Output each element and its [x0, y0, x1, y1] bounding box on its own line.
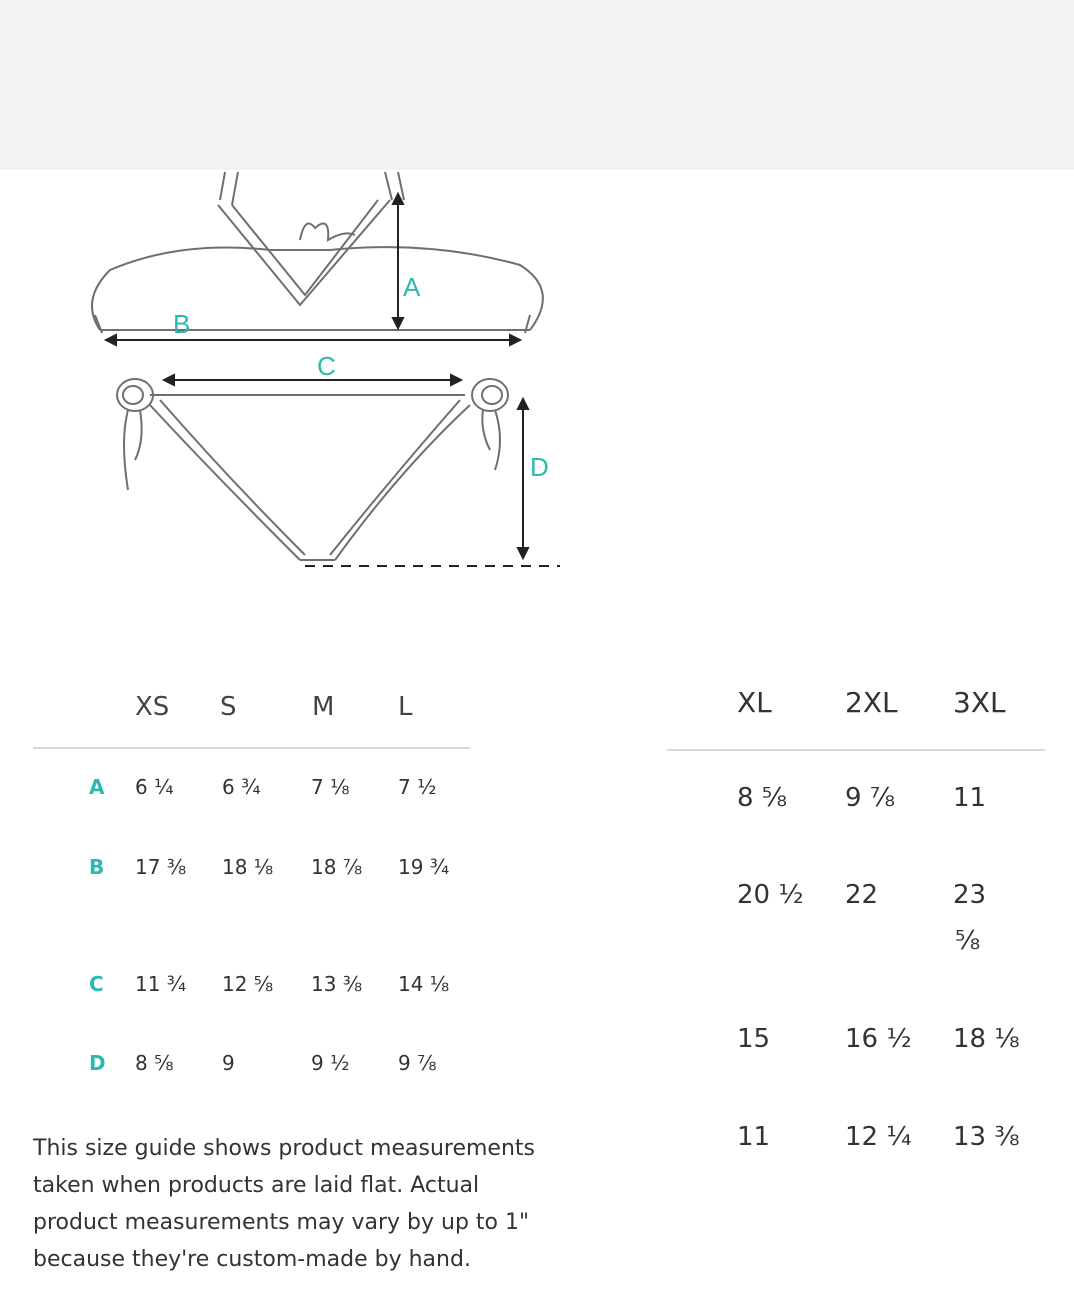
header-xl: XL: [737, 686, 772, 719]
table-cell: 9 ½: [311, 1051, 350, 1075]
row-label-d: D: [89, 1051, 106, 1075]
label-b: B: [173, 309, 191, 339]
table-cell: 8 ⅝: [135, 1051, 174, 1075]
table-cell: 9: [222, 1051, 235, 1075]
table-cell: 11: [737, 1122, 771, 1152]
row-label-c: C: [89, 972, 104, 996]
table-cell: 7 ⅛: [311, 775, 350, 799]
size-guide-note: [33, 1130, 593, 1278]
table-cell: 12 ⅝: [222, 972, 274, 996]
row-label-b: B: [89, 855, 105, 879]
note-line: because they're custom-made by hand.: [33, 1247, 471, 1272]
header-2xl: 2XL: [845, 686, 898, 719]
table-cell: 18 ⅛: [953, 1024, 1020, 1054]
table-cell: 13 ⅜: [311, 972, 363, 996]
table-cell: 20 ½: [737, 880, 804, 910]
table-cell: 17 ⅜: [135, 855, 187, 879]
note-line: taken when products are laid flat. Actual: [33, 1173, 480, 1198]
table-cell: 23: [953, 880, 987, 910]
table-cell: 22: [845, 880, 879, 910]
table-cell: 13 ⅜: [953, 1122, 1020, 1152]
table-cell: 11 ¾: [135, 972, 187, 996]
header-xs: XS: [135, 692, 170, 722]
table-cell: 6 ¾: [222, 775, 261, 799]
header-m: M: [312, 692, 335, 722]
note-line: This size guide shows product measurements: [33, 1136, 535, 1161]
label-c: C: [317, 351, 336, 381]
top-banner-area: [0, 0, 1074, 170]
table-cell: 18 ⅞: [311, 855, 363, 879]
bikini-illustration: [0, 160, 600, 580]
bikini-measurement-diagram: [0, 160, 600, 580]
table-cell: 15: [737, 1024, 771, 1054]
table-cell: 12 ¼: [845, 1122, 912, 1152]
right-header-divider: [667, 749, 1045, 751]
note-line: product measurements may vary by up to 1": [33, 1210, 530, 1235]
table-cell-wrapped-fraction: ⅝: [955, 926, 981, 956]
table-cell: 14 ⅛: [398, 972, 450, 996]
label-a: A: [403, 272, 421, 302]
table-cell: 7 ½: [398, 775, 437, 799]
table-cell: 9 ⅞: [398, 1051, 437, 1075]
table-cell: 11: [953, 783, 987, 813]
table-cell: 19 ¾: [398, 855, 450, 879]
header-l: L: [398, 692, 413, 722]
table-cell: 9 ⅞: [845, 783, 896, 813]
table-cell: 8 ⅝: [737, 783, 788, 813]
header-3xl: 3XL: [953, 686, 1006, 719]
table-cell: 18 ⅛: [222, 855, 274, 879]
table-cell: 16 ½: [845, 1024, 912, 1054]
left-header-divider: [33, 747, 470, 749]
label-d: D: [530, 452, 549, 482]
header-s: S: [220, 692, 237, 722]
table-cell: 6 ¼: [135, 775, 174, 799]
row-label-a: A: [89, 775, 105, 799]
